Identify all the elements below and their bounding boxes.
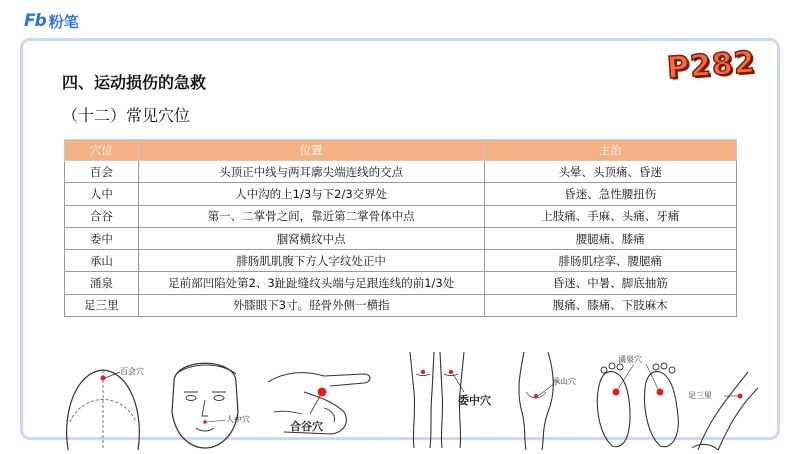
brand-mark: Fb xyxy=(24,11,46,31)
cell-location: 腓肠肌肌腹下方人字纹处正中 xyxy=(138,250,484,272)
cell-acupoint: 人中 xyxy=(65,183,139,205)
yongquan-figure xyxy=(590,352,686,450)
hegu-figure xyxy=(264,352,376,450)
hegu-label: 合谷穴 xyxy=(290,420,323,433)
cell-acupoint: 承山 xyxy=(65,250,139,272)
cell-indication: 昏迷、中暑、脚底抽筋 xyxy=(484,272,736,294)
cell-acupoint: 足三里 xyxy=(65,294,139,316)
table-row xyxy=(65,227,737,249)
table-row xyxy=(65,272,737,294)
cell-indication: 腹痛、膝痛、下肢麻木 xyxy=(484,294,736,316)
cell-indication: 昏迷、急性腰扭伤 xyxy=(484,183,736,205)
acupoint-table xyxy=(64,139,737,317)
cell-indication: 腓肠肌痉挛、腰腿痛 xyxy=(484,250,736,272)
chengshan-label: 承山穴 xyxy=(552,377,576,386)
weizhong-figure xyxy=(392,352,502,450)
cell-acupoint: 委中 xyxy=(65,227,139,249)
leg-side-drawing xyxy=(688,352,758,450)
table-row xyxy=(65,205,737,227)
cell-location: 头顶正中线与两耳廓尖端连线的交点 xyxy=(138,161,484,183)
cell-location: 人中沟的上1/3与下2/3交界处 xyxy=(138,183,484,205)
cell-acupoint: 涌泉 xyxy=(65,272,139,294)
cell-acupoint: 合谷 xyxy=(65,205,139,227)
cell-location: 腘窝横纹中点 xyxy=(138,227,484,249)
cell-indication: 头晕、头顶痛、昏迷 xyxy=(484,161,736,183)
zusanli-figure xyxy=(688,352,758,450)
cell-acupoint: 百会 xyxy=(65,161,139,183)
cell-location: 外膝眼下3寸。胫骨外侧一横指 xyxy=(138,294,484,316)
cell-location: 第一、二掌骨之间，靠近第二掌骨体中点 xyxy=(138,205,484,227)
page-tag: P282 xyxy=(666,44,758,87)
cell-location: 足前部凹陷处第2、3趾趾缝纹头端与足跟连线的前1/3处 xyxy=(138,272,484,294)
soles-drawing xyxy=(590,352,686,450)
brand-logo xyxy=(24,10,79,32)
weizhong-label: 委中穴 xyxy=(458,394,491,407)
header-indication: 主治 xyxy=(484,140,736,161)
table-header-row xyxy=(65,140,737,161)
baihui-label: 百会穴 xyxy=(120,367,144,376)
face-drawing xyxy=(156,352,256,450)
table-row xyxy=(65,250,737,272)
header-acupoint: 穴位 xyxy=(65,140,139,161)
table-row xyxy=(65,161,737,183)
renzhong-figure xyxy=(156,352,256,450)
brand-name: 粉笔 xyxy=(48,12,79,31)
hand-drawing xyxy=(264,352,376,450)
renzhong-label: 人中穴 xyxy=(226,415,250,424)
header-location: 位置 xyxy=(138,140,484,161)
cell-indication: 上肢痛、手麻、头痛、牙痛 xyxy=(484,205,736,227)
table-row xyxy=(65,294,737,316)
chengshan-figure xyxy=(510,352,584,450)
section-title: 四、运动损伤的急救 xyxy=(62,73,207,92)
acupoint-illustrations xyxy=(58,352,758,450)
yongquan-label: 涌泉穴 xyxy=(618,355,642,364)
cell-indication: 腰腿痛、膝痛 xyxy=(484,227,736,249)
subsection-title: （十二）常见穴位 xyxy=(62,106,191,125)
calf-drawing xyxy=(510,352,584,450)
zusanli-label: 足三里 xyxy=(688,391,712,400)
baihui-figure xyxy=(58,352,148,450)
table-row xyxy=(65,183,737,205)
